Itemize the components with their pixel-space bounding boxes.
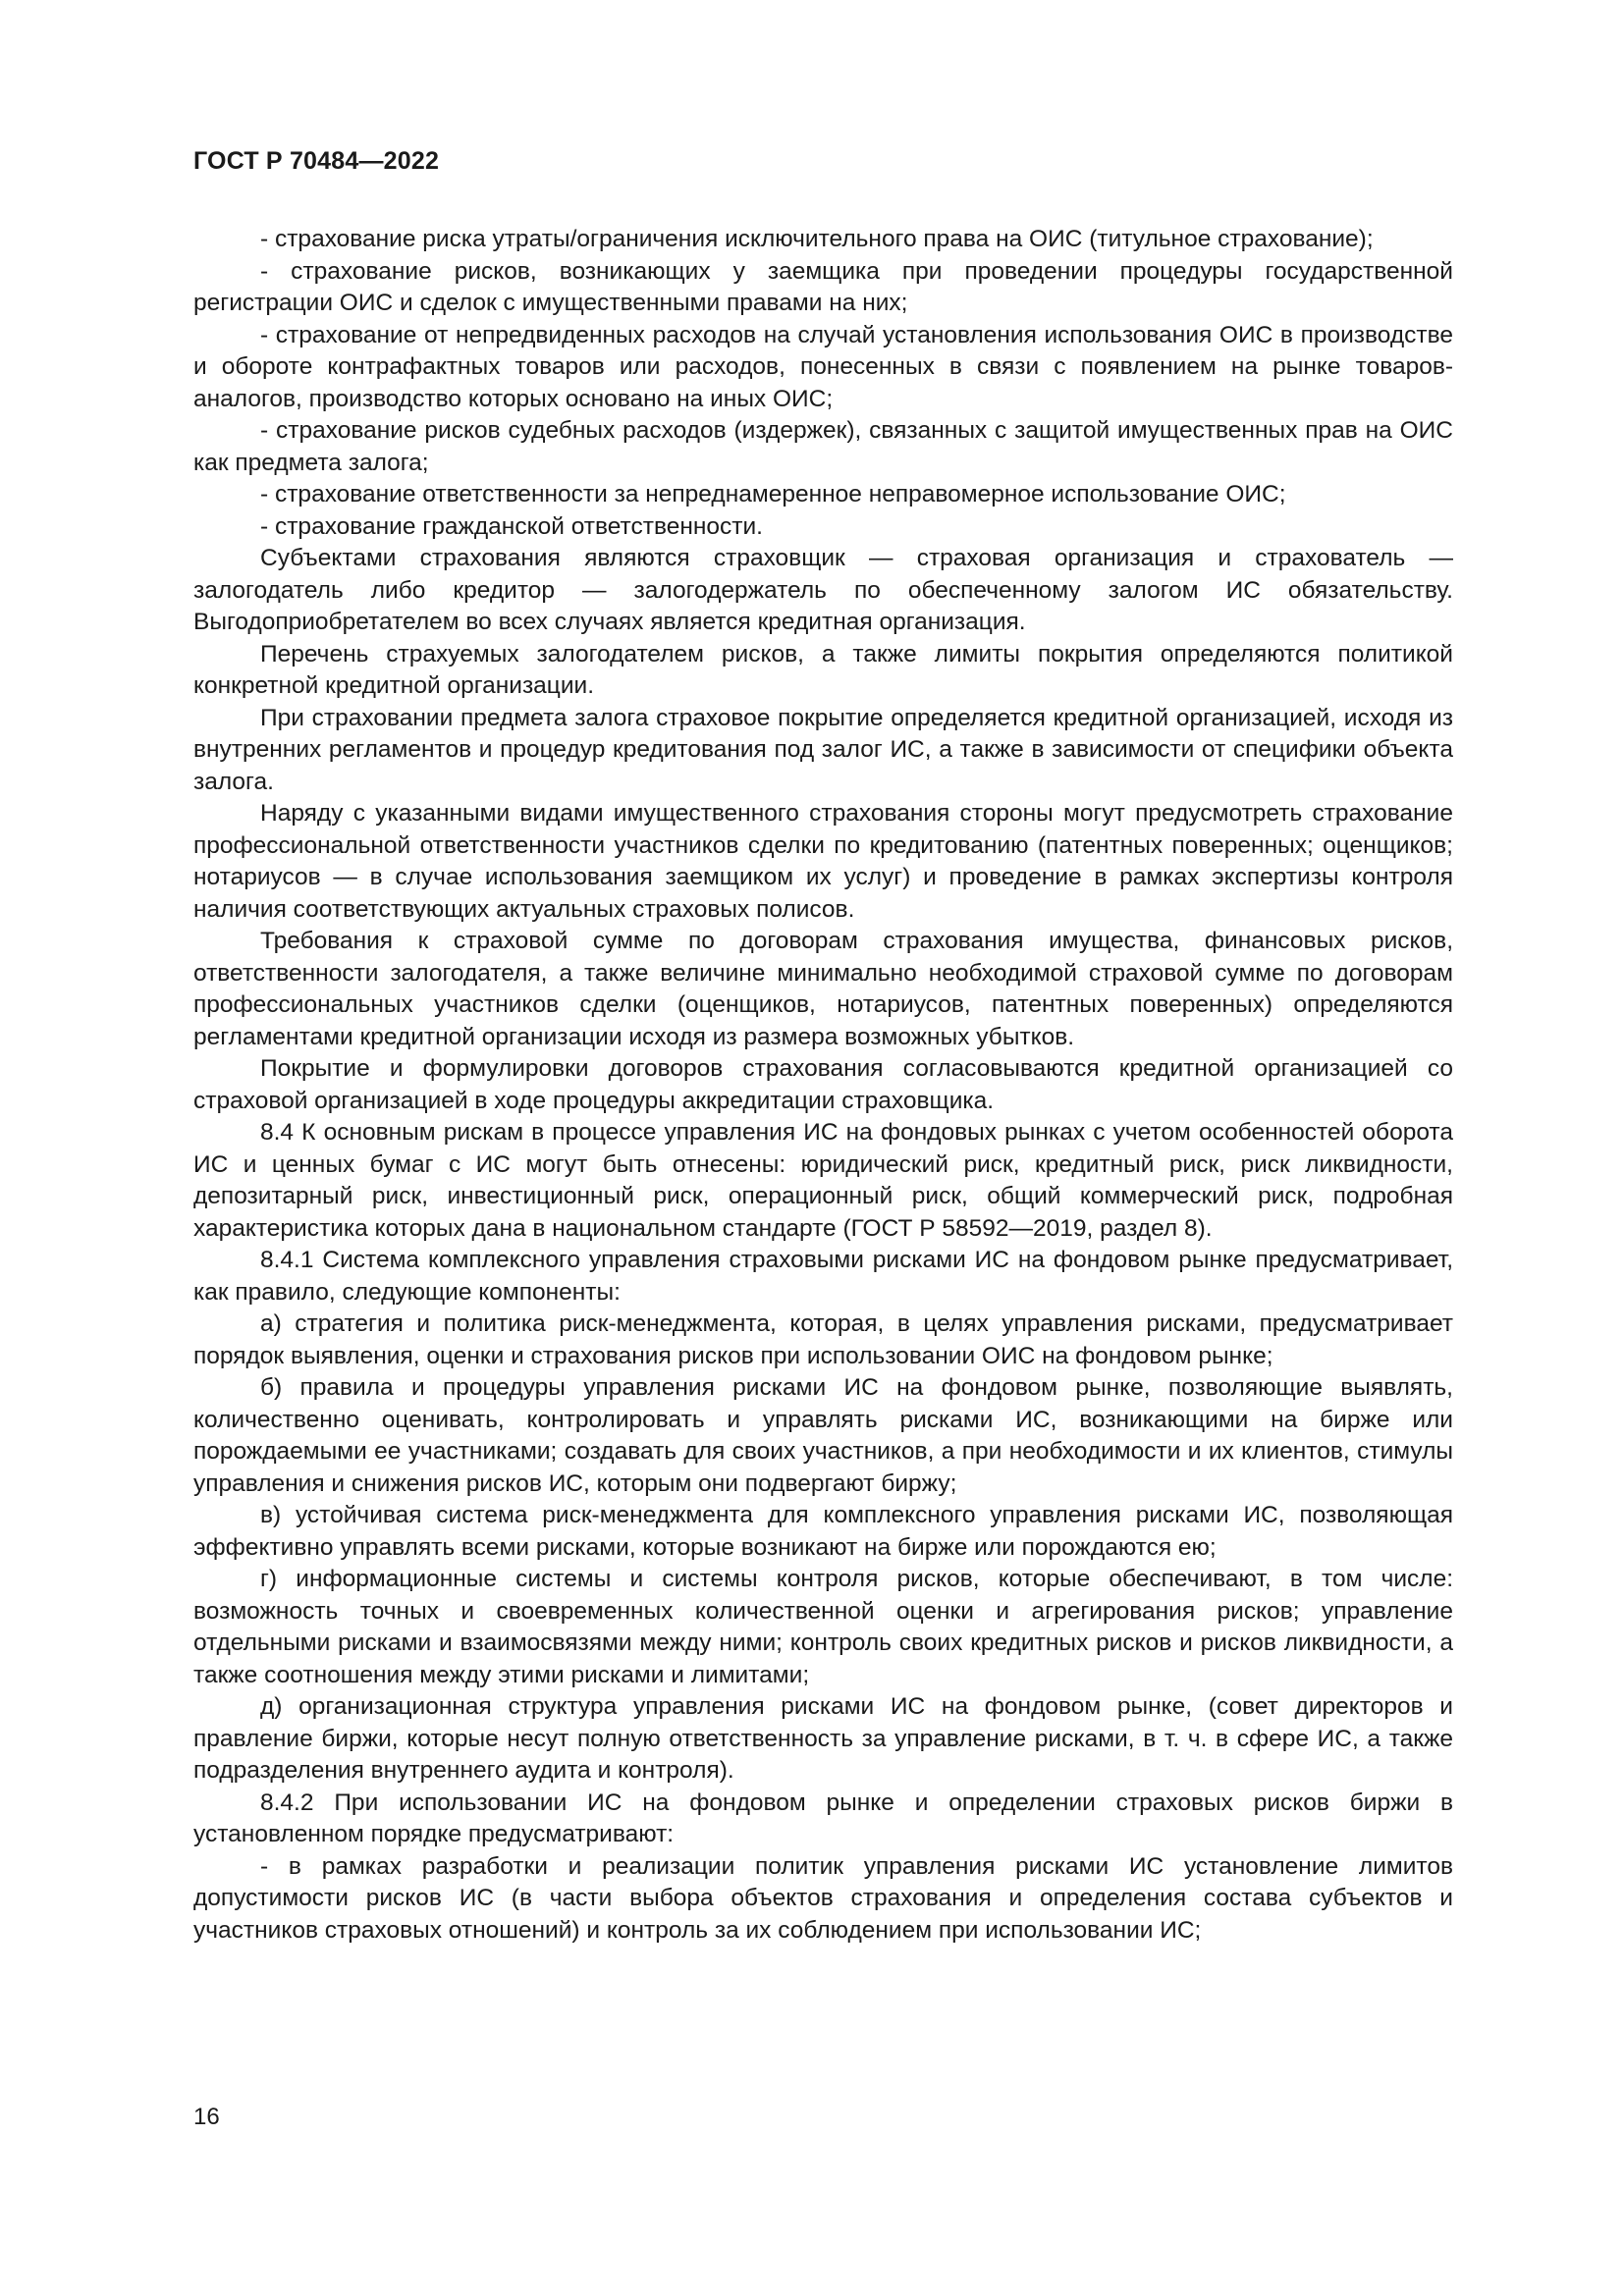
paragraph: Субъектами страхования являются страховщик — страховая организация и страхователь — залогодатель либо кредитор — залогодержатель по обеспеченному залогом ИС обязательству. Выгодоприобретателем во всех случаях является кредитная организация. bbox=[193, 545, 1453, 635]
paragraph: При страховании предмета залога страховое покрытие определяется кредитной организацией, исходя из внутренних регламентов и процедур кредитования под залог ИС, а также в зависимости от специфики объекта залога. bbox=[193, 704, 1453, 795]
document-body bbox=[193, 224, 1453, 1947]
paragraph: г) информационные системы и системы контроля рисков, которые обеспечивают, в том числе: возможность точных и своевременных количественной оценки и агрегирования рисков; управление отдельными рисками и взаимосвязями между ними; контроль своих кредитных рисков и рисков ликвидности, а также соотношения между этими рисками и лимитами; bbox=[193, 1566, 1453, 1688]
paragraph: - страхование риска утраты/ограничения исключительного права на ОИС (титульное страхование); bbox=[260, 226, 1374, 252]
paragraph: - страхование ответственности за непреднамеренное неправомерное использование ОИС; bbox=[260, 481, 1286, 507]
paragraph: в) устойчивая система риск-менеджмента для комплексного управления рисками ИС, позволяющая эффективно управлять всеми рисками, которые возникают на бирже или порождаются ею; bbox=[193, 1502, 1453, 1561]
paragraph: б) правила и процедуры управления рисками ИС на фондовом рынке, позволяющие выявлять, количественно оценивать, контролировать и управлять рисками ИС, возникающими на бирже или порождаемыми ее участниками; создавать для своих участников, а при необходимости и их клиентов, стимулы управления и снижения рисков ИС, которым они подвергают биржу; bbox=[193, 1374, 1453, 1497]
standard-designation: ГОСТ Р 70484—2022 bbox=[193, 147, 440, 175]
page-number: 16 bbox=[193, 2104, 220, 2130]
paragraph: д) организационная структура управления рисками ИС на фондовом рынке, (совет директоров и правление биржи, которые несут полную ответственность за управление рисками, в т. ч. в сфере ИС, а также подразделения внутреннего аудита и контроля). bbox=[193, 1693, 1453, 1784]
paragraph: 8.4.2 При использовании ИС на фондовом рынке и определении страховых рисков биржи в установленном порядке предусматривают: bbox=[193, 1789, 1453, 1847]
paragraph: а) стратегия и политика риск-менеджмента, которая, в целях управления рисками, предусматривает порядок выявления, оценки и страхования рисков при использовании ОИС на фондовом рынке; bbox=[193, 1310, 1453, 1369]
paragraph: Покрытие и формулировки договоров страхования согласовываются кредитной организацией со страховой организацией в ходе процедуры аккредитации страховщика. bbox=[193, 1055, 1453, 1114]
paragraph: - страхование рисков, возникающих у заемщика при проведении процедуры государственной регистрации ОИС и сделок с имущественными правами на них; bbox=[193, 257, 1453, 316]
paragraph: 8.4.1 Система комплексного управления страховыми рисками ИС на фондовом рынке предусматривает, как правило, следующие компоненты: bbox=[193, 1247, 1453, 1306]
paragraph: - страхование от непредвиденных расходов на случай установления использования ОИС в производстве и обороте контрафактных товаров или расходов, понесенных в связи с появлением на рынке товаров-аналогов, производство которых основано на иных ОИС; bbox=[193, 321, 1453, 412]
paragraph: 8.4 К основным рискам в процессе управления ИС на фондовых рынках с учетом особенностей оборота ИС и ценных бумаг с ИС могут быть отнесены: юридический риск, кредитный риск, риск ликвидности, депозитарный риск, инвестиционный риск, операционный риск, общий коммерческий риск, подробная характеристика которых дана в национальном стандарте (ГОСТ Р 58592—2019, раздел 8). bbox=[193, 1119, 1453, 1242]
paragraph: - в рамках разработки и реализации политик управления рисками ИС установление лимитов допустимости рисков ИС (в части выбора объектов страхования и определения состава субъектов и участников страховых отношений) и контроль за их соблюдением при использовании ИС; bbox=[193, 1852, 1453, 1944]
paragraph: Требования к страховой сумме по договорам страхования имущества, финансовых рисков, ответственности залогодателя, а также величине минимально необходимой страховой сумме по договорам профессиональных участников сделки (оценщиков, нотариусов, патентных поверенных) определяются регламентами кредитной организации исходя из размера возможных убытков. bbox=[193, 928, 1453, 1050]
paragraph: Наряду с указанными видами имущественного страхования стороны могут предусмотреть страхование профессиональной ответственности участников сделки по кредитованию (патентных поверенных; оценщиков; нотариусов — в случае использования заемщиком их услуг) и проведение в рамках экспертизы контроля наличия соответствующих актуальных страховых полисов. bbox=[193, 800, 1453, 923]
paragraph: Перечень страхуемых залогодателем рисков, а также лимиты покрытия определяются политикой конкретной кредитной организации. bbox=[193, 640, 1453, 699]
paragraph: - страхование рисков судебных расходов (издержек), связанных с защитой имущественных прав на ОИС как предмета залога; bbox=[193, 417, 1453, 476]
paragraph: - страхование гражданской ответственности. bbox=[260, 512, 763, 540]
